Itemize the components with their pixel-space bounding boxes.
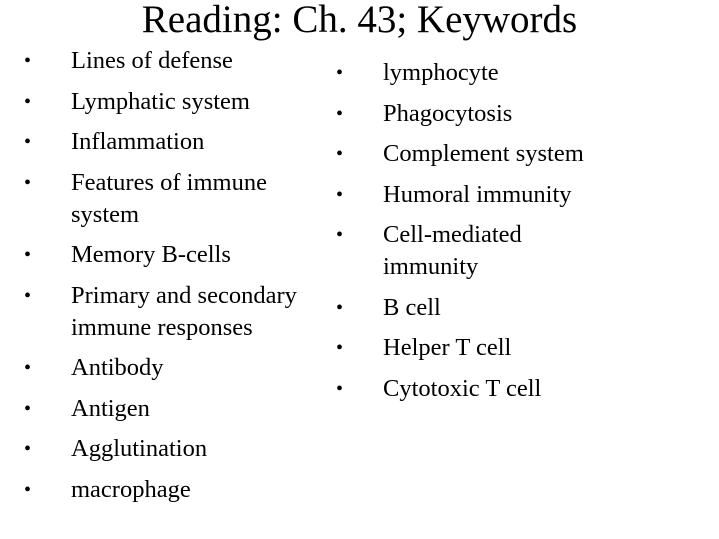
slide-title: Reading: Ch. 43; Keywords [141,0,578,41]
keyword-text: Antibody [71,354,164,381]
keyword-text: Inflammation [71,128,205,155]
keyword-text: Phagocytosis [383,99,513,127]
keyword-item [383,373,683,405]
left-keyword-list [71,45,351,514]
keyword-text: Agglutination [71,435,208,462]
keyword-item [71,393,351,425]
keyword-text: system [71,200,140,228]
keyword-text: Lines of defense [71,47,233,74]
keyword-item [383,292,683,324]
keyword-text: lymphocyte [383,59,499,86]
keyword-text: immune responses [71,313,253,341]
keyword-text: macrophage [71,475,191,503]
keyword-item [71,352,351,384]
keyword-text: Lymphatic system [71,87,250,115]
keyword-item [71,239,351,271]
keyword-item [383,57,683,89]
keyword-text: Cell-mediated [383,221,522,248]
keyword-text: Features of immune [71,168,267,196]
keyword-text: Humoral immunity [383,180,572,208]
keyword-text: Helper T cell [383,334,512,361]
keyword-item [71,433,351,465]
keyword-item [71,167,351,231]
keyword-item [383,98,683,130]
keyword-text: Memory B-cells [71,241,231,268]
keyword-text: B cell [383,293,441,321]
right-keyword-list [383,57,683,413]
keyword-item [71,45,351,77]
keyword-item [383,219,683,283]
keyword-text: Cytotoxic T cell [383,374,542,402]
keyword-item [383,179,683,211]
keyword-item [71,126,351,158]
keyword-item [383,332,683,364]
keyword-item [71,474,351,506]
keyword-item [383,138,683,170]
keyword-text: Antigen [71,394,150,422]
keyword-text: immunity [383,253,479,280]
keyword-item [71,280,351,344]
keyword-item [71,86,351,118]
keyword-text: Primary and secondary [71,281,297,309]
keyword-text: Complement system [383,140,584,167]
